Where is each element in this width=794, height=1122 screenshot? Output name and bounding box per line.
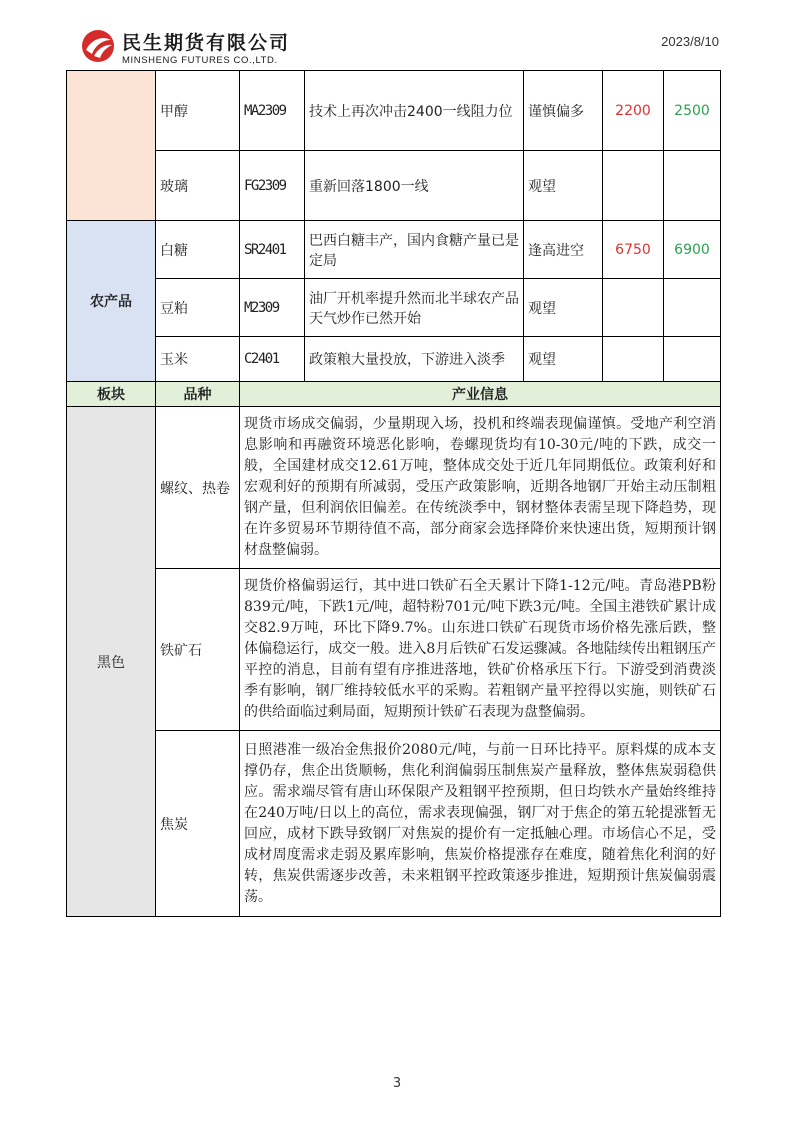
logo-emblem-icon <box>80 28 116 64</box>
high-price-cell <box>664 337 721 382</box>
table-row <box>67 407 721 569</box>
strategy-cell: 观望 <box>524 279 603 337</box>
logic-cell: 巴西白糖丰产，国内食糖产量已是定局 <box>305 221 524 279</box>
table-row <box>67 731 721 917</box>
sector-cell-energy <box>67 71 156 221</box>
variety-cell: 玻璃 <box>156 151 240 221</box>
header-variety: 品种 <box>156 382 240 407</box>
strategy-cell: 谨慎偏多 <box>524 71 603 151</box>
variety-cell: 螺纹、热卷 <box>156 407 240 569</box>
table-row <box>67 337 721 382</box>
low-price-cell <box>603 337 664 382</box>
code-cell: MA2309 <box>240 71 305 151</box>
sector-cell-black: 黑色 <box>67 407 156 917</box>
company-logo <box>80 26 320 72</box>
table-row <box>67 151 721 221</box>
logic-cell: 政策粮大量投放，下游进入淡季 <box>305 337 524 382</box>
header-info: 产业信息 <box>240 382 721 407</box>
low-price-cell <box>603 151 664 221</box>
low-price-cell <box>603 279 664 337</box>
table-row <box>67 569 721 731</box>
strategy-cell: 逢高进空 <box>524 221 603 279</box>
industry-info-cell: 日照港准一级冶金焦报价2080元/吨，与前一日环比持平。原料煤的成本支撑仍存，焦企出货顺畅，焦化利润偏弱压制焦炭产量释放，整体焦炭弱稳供应。需求端尽管有唐山环保限产及粗钢平控预期，但日均铁水产量始终维持在240万吨/日以上的高位，需求表现偏强，钢厂对于焦企的第五轮提涨暂无回应，成材下跌导致钢厂对焦炭的提价有一定抵触心理。市场信心不足，受成材周度需求走弱及累库影响，焦炭价格提涨存在难度，随着焦化利润的好转，焦炭供需逐步改善，未来粗钢平控政策逐步推进，短期预计焦炭偏弱震荡。 <box>240 731 721 917</box>
low-price-cell: 6750 <box>603 221 664 279</box>
logic-cell: 重新回落1800一线 <box>305 151 524 221</box>
strategy-table <box>66 70 721 917</box>
industry-info-cell: 现货市场成交偏弱，少量期现入场，投机和终端表现偏谨慎。受地产利空消息影响和再融资环境恶化影响，卷螺现货均有10-30元/吨的下跌，成交一般，全国建材成交12.61万吨，整体成交处于近几年同期低位。政策利好和宏观利好的预期有所减弱，受压产政策影响，近期各地钢厂开始主动压制粗钢产量，但利润依旧偏差。在传统淡季中，钢材整体表需呈现下降趋势，现在许多贸易环节期待值不高，部分商家会选择降价来快速出货，短期预计钢材盘整偏弱。 <box>240 407 721 569</box>
high-price-cell: 6900 <box>664 221 721 279</box>
company-name-en: MINSHENG FUTURES CO.,LTD. <box>122 55 278 66</box>
code-cell: C2401 <box>240 337 305 382</box>
industry-header-row <box>67 382 721 407</box>
code-cell: FG2309 <box>240 151 305 221</box>
code-cell: M2309 <box>240 279 305 337</box>
industry-info-cell: 现货价格偏弱运行，其中进口铁矿石全天累计下降1-12元/吨。青岛港PB粉839元/吨，下跌1元/吨，超特粉701元/吨下跌3元/吨。全国主港铁矿累计成交82.9万吨，环比下降9.7%。山东进口铁矿石现货市场价格先涨后跌，整体偏稳运行，成交一般。进入8月后铁矿石发运骤减。各地陆续传出粗钢压产平控的消息，目前有望有序推进落地，铁矿价格承压下行。下游受到消费淡季有影响，钢厂维持较低水平的采购。若粗钢产量平控得以实施，则铁矿石的供给面临过剩局面，短期预计铁矿石表现为盘整偏弱。 <box>240 569 721 731</box>
sector-cell-agri: 农产品 <box>67 221 156 382</box>
high-price-cell <box>664 279 721 337</box>
page-number: 3 <box>392 1076 402 1091</box>
strategy-cell: 观望 <box>524 337 603 382</box>
header-sector: 板块 <box>67 382 156 407</box>
variety-cell: 甲醇 <box>156 71 240 151</box>
code-cell: SR2401 <box>240 221 305 279</box>
low-price-cell: 2200 <box>603 71 664 151</box>
variety-cell: 玉米 <box>156 337 240 382</box>
report-date: 2023/8/10 <box>661 34 719 49</box>
variety-cell: 铁矿石 <box>156 569 240 731</box>
high-price-cell: 2500 <box>664 71 721 151</box>
strategy-cell: 观望 <box>524 151 603 221</box>
logic-cell: 技术上再次冲击2400一线阻力位 <box>305 71 524 151</box>
table-row <box>67 221 721 279</box>
variety-cell: 豆粕 <box>156 279 240 337</box>
variety-cell: 白糖 <box>156 221 240 279</box>
variety-cell: 焦炭 <box>156 731 240 917</box>
table-row <box>67 71 721 151</box>
company-name-cn: 民生期货有限公司 <box>122 32 291 54</box>
logic-cell: 油厂开机率提升然而北半球农产品天气炒作已然开始 <box>305 279 524 337</box>
high-price-cell <box>664 151 721 221</box>
table-row <box>67 279 721 337</box>
